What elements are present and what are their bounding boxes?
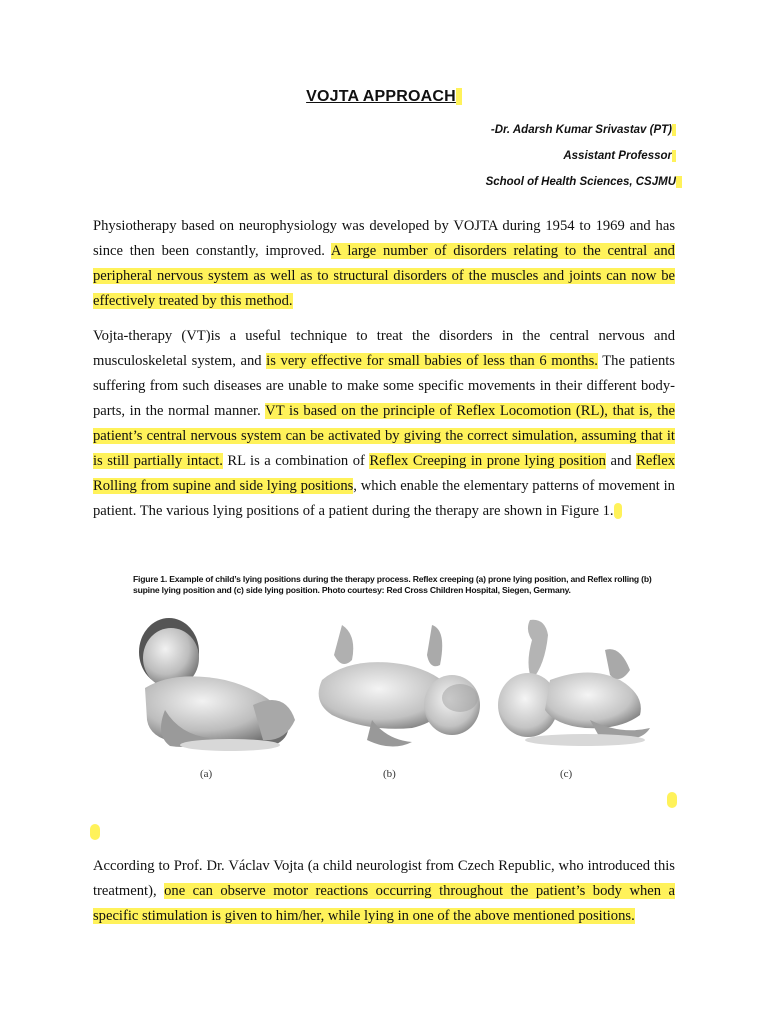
highlight-reflex-creeping: Reflex Creeping in prone lying position	[369, 453, 606, 469]
highlight-mark	[667, 792, 677, 808]
figure-label-c: (c)	[560, 768, 573, 780]
figure-photo-a	[135, 610, 305, 760]
highlight-small-babies: is very effective for small babies of less than 6 months.	[266, 353, 598, 369]
author-position: Assistant Professor	[563, 150, 676, 162]
paragraph-1	[93, 214, 675, 314]
figure-photo-c	[490, 610, 660, 760]
highlight-reflex-rolling: Reflex Rolling from supine and side lying positions	[93, 453, 675, 494]
paragraph-1-highlight: A large number of disorders relating to the central and peripheral nervous system as well as to structural disorders of the muscles and joints can now be effectively treated by this method.	[93, 243, 675, 309]
paragraph-2: Vojta-therapy (VT)is a useful technique to treat the disorders in the central nervous and musculoskeletal system, and is very effective for small babies of less than 6 months. The patients suffering from such diseases are unable to make some specific movements in their different body-parts, in the normal manner. VT is based on the principle of Reflex Locomotion (RL), that is, the patient’s central nervous system can be activated by giving the correct simulation, assuming that it is still partially intact. RL is a combination of Reflex Creeping in prone lying position and Reflex Rolling from supine and side lying positions, which enable the elementary patterns of movement in patient. The various lying positions of a patient during the therapy are shown in Figure 1.	[93, 328, 676, 519]
figure-label-b: (b)	[383, 768, 396, 780]
author-affiliation: School of Health Sciences, CSJMU	[486, 176, 682, 188]
document-title: VOJTA APPROACH	[0, 88, 768, 106]
figure-caption: Figure 1. Example of child’s lying positions during the therapy process. Reflex creeping (a) prone lying position, and Reflex rolling (b) supine lying position and (c) side lying position. Photo courtesy: Red Cross Children Hospital, Siegen, Germany.	[133, 574, 652, 595]
author-name: -Dr. Adarsh Kumar Srivastav (PT)	[491, 124, 676, 136]
paragraph-3	[93, 854, 675, 929]
highlight-reflex-locomotion: VT is based on the principle of Reflex Locomotion (RL), that is, the patient’s central nervous system can be activated by giving the correct simulation, assuming that it is still partially intact.	[93, 403, 676, 469]
paragraph-3-highlight: one can observe motor reactions occurring throughout the patient’s body when a specific stimulation is given to him/her, while lying in one of the above mentioned positions.	[93, 883, 676, 924]
figure-label-a: (a)	[200, 768, 213, 780]
paragraph-3-text: According to Prof. Dr. Václav Vojta (a child neurologist from Czech Republic, who introduced this treatment),	[93, 858, 675, 899]
paragraph-1-text: Physiotherapy based on neurophysiology was developed by VOJTA during 1954 to 1969 and has since then been constantly, improved.	[93, 218, 675, 259]
highlight-mark	[90, 824, 100, 840]
figure-photo-b	[312, 610, 482, 760]
